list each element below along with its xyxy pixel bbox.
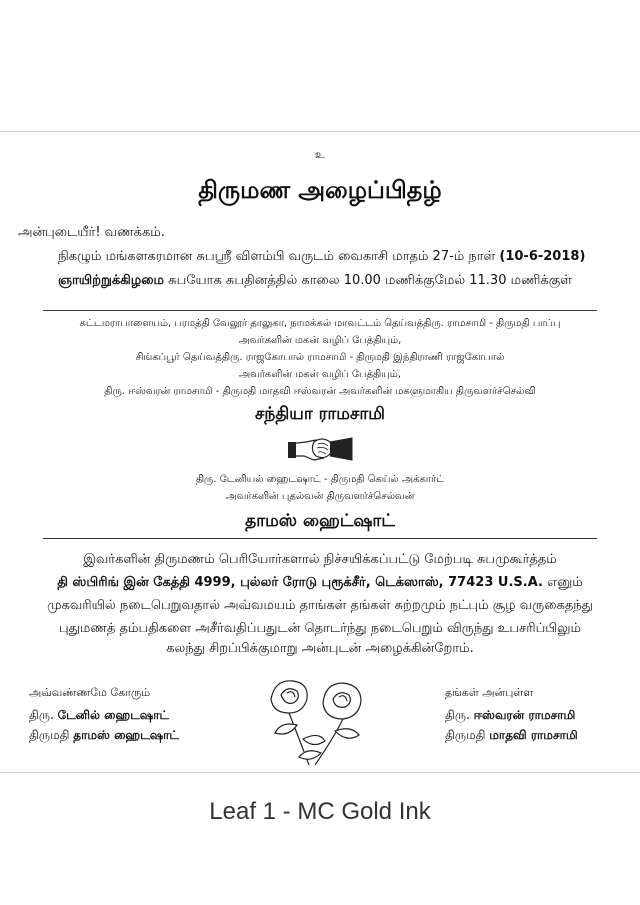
date-line (58, 249, 585, 265)
groom-name: தாமஸ் ஹைட்ஷாட் (245, 511, 395, 531)
bride-family-line: அவர்களின் மகன் வழிப் பேத்தியும், (238, 335, 402, 346)
greeting: அன்புடையீர்! வணக்கம். (18, 225, 165, 240)
venue-address: தி ஸ்பிரிங் இன் கேத்தி 4999, புல்லர் ரோடு புரூக்சீர், டெக்ஸாஸ், 77423 U.S.A. (57, 575, 543, 590)
invocation-symbol: உ (315, 148, 325, 161)
left-signatory-2 (29, 728, 179, 744)
wedding-day: ஞாயிற்றுக்கிழமை (58, 273, 165, 288)
right-name-1: ஈஸ்வரன் ராமசாமி (473, 708, 576, 722)
top-divider (0, 131, 640, 132)
body-line: புதுமணத் தம்பதிகளை அசீர்வதிப்பதுடன் தொடர்ந்து நடைபெறும் விருந்து உபசரிப்பிலும் (58, 621, 582, 636)
bride-family-line: சிங்கப்பூர் தெய்வத்திரு. ராஜகோபால் ராமசாமி - திருமதி இந்திராணி ராஜகோபால் (135, 352, 505, 363)
left-heading: அவ்வண்ணமே கோரும் (29, 686, 151, 699)
bride-name: சந்தியா ராமசாமி (255, 404, 385, 424)
left-prefix-1: திரு. (29, 708, 58, 722)
right-name-2: மாதவி ராமசாமி (489, 728, 578, 742)
time-line (58, 273, 572, 289)
time-line-text: சுபயோக சுபதினத்தில் காலை 10.00 மணிக்குமேல் 11.30 மணிக்குள் (164, 273, 572, 288)
right-signatory-2 (445, 728, 578, 744)
left-signatory-1 (29, 708, 169, 724)
left-name-1: டேனில் ஹைடஷாட் (57, 708, 170, 722)
left-name-2: தாமஸ் ஹைடஷாட் (73, 728, 179, 742)
wedding-date: (10-6-2018) (499, 249, 586, 264)
groom-family-line: திரு. டேனியல் ஹைடஷாட் - திருமதி கெய்ல் அக்கார்ட் (195, 474, 445, 485)
left-prefix-2: திருமதி (29, 728, 74, 742)
section-divider (43, 538, 597, 539)
body-line: இவர்களின் திருமணம் பெரியோர்களால் நிச்சயிக்கப்பட்டு மேற்படி சுபமுகூர்த்தம் (83, 552, 557, 567)
right-heading: தங்கள் அன்புள்ள (445, 686, 534, 699)
caption: Leaf 1 - MC Gold Ink (209, 798, 431, 825)
groom-family-line: அவர்களின் புதல்வன் திருவளர்ச்செல்வன் (225, 491, 415, 502)
bottom-divider (0, 772, 640, 773)
bride-family-line: அவர்களின் மகள் வழிப் பேத்தியும், (239, 369, 401, 380)
section-divider (43, 310, 597, 311)
roses-icon (263, 673, 375, 767)
date-line-text: நிகழும் மங்களகரமான சுபஸ்ரீ விளம்பி வருடம் வைகாசி மாதம் 27-ம் நாள் (58, 249, 500, 264)
clasped-hands-icon (286, 430, 354, 468)
bride-family-line: கட்டமராபாளையம், பரமத்தி வேலூர் தாலுகா, நாமக்கல் மாவட்டம் தெய்வத்திரு. ராமசாமி - திருமதி பாப்பு (79, 318, 561, 329)
invitation-title: திருமண அழைப்பிதழ் (198, 176, 442, 204)
right-prefix-1: திரு. (445, 708, 474, 722)
bride-family-line: திரு. ஈஸ்வரன் ராமசாமி - திருமதி மாதவி ஈஸ்வரன் அவர்களின் மகளுமாகிய திருவளர்ச்செல்வி (104, 386, 536, 397)
body-line: கலந்து சிறப்பிக்குமாறு அன்புடன் அழைக்கின்றோம். (166, 641, 474, 656)
right-signatory-1 (445, 708, 575, 724)
venue-line (0, 575, 640, 591)
venue-suffix: எனும் (542, 575, 583, 590)
body-line: முகவரியில் நடைபெறுவதால் அவ்வமயம் தாங்கள் தங்கள் சுற்றமும் நட்பும் சூழ வருகைதந்து (47, 598, 593, 613)
right-prefix-2: திருமதி (445, 728, 490, 742)
